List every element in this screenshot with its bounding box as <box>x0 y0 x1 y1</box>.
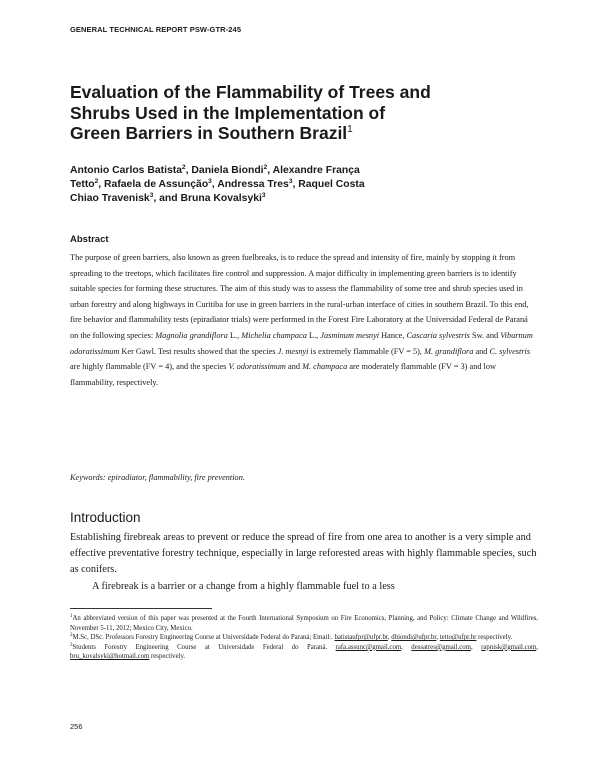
abstract-text: The purpose of green barriers, also known as green fuelbreaks, is to reduce the spread and intensity of fire, mainly by stopping it from spreading to the treetops, which facilitates fire control and suppression. A major difficulty in implementing green barriers is to identify suitable species for forming these structures. The aim of this study was to assess the flammability of some tree and shrub species used in urban forestry and along highways in Curitiba for use in green barriers in the rural-urban interface of cities in southern Brazil. To this end, fire behavior and flammability tests (epiradiator trials) were performed in the Forest Fire Laboratory at the Universidad Federal de Paraná on the following species: <box>70 253 529 340</box>
footnote-text: respectively. <box>151 653 186 661</box>
email-link[interactable]: rapnisk@gmail.com <box>481 643 537 651</box>
abstract-text: is extremely flammable (FV = 5), <box>310 346 422 356</box>
species-name: Magnolia grandiflora <box>155 330 228 340</box>
abstract-text: are highly flammable (FV = 4), and the species <box>70 362 227 372</box>
species-name: J. mesnyi <box>277 346 309 356</box>
keywords: Keywords: epiradiator, flammability, fire prevention. <box>70 473 245 482</box>
author-name: Raquel Costa <box>298 178 365 190</box>
introduction-body <box>70 530 540 595</box>
author-name: Daniela Biondi <box>191 165 264 176</box>
species-name: Viburnum odoratissimum <box>70 330 533 356</box>
title-line-1: Evaluation of the Flammability of Trees and <box>70 82 431 102</box>
footnote-mark: 1 <box>70 614 73 619</box>
author-list <box>70 164 540 205</box>
abstract-text: Sw. and <box>471 330 499 340</box>
email-link[interactable]: rafa.assunc@gmail.com <box>335 643 402 651</box>
footnotes <box>70 614 538 662</box>
author-affiliation: 2 <box>94 177 99 185</box>
footnote-text: M.Sc, DSc. Professors Forestry Engineering Course at Universidade Federal do Paraná; Email:. <box>72 634 333 642</box>
introduction-paragraph-2: A firebreak is a barrier or a change from a highly flammable fuel to a less <box>92 580 395 592</box>
author-name: Chiao Travenisk <box>70 192 150 204</box>
author-line-2: Tetto$^2$, Rafaela de Assunção$^3$, Andressa Tres$^3$, Raquel Costa <box>70 177 365 190</box>
footnote-mark: 2 <box>70 633 73 639</box>
report-header: GENERAL TECHNICAL REPORT PSW-GTR-245 <box>70 25 242 34</box>
introduction-heading: Introduction <box>70 510 141 525</box>
species-name: C. sylvestris <box>489 346 531 356</box>
abstract-text: and <box>288 362 300 372</box>
email-link[interactable]: bru_kovalsyki@hotmail.com <box>70 653 150 661</box>
author-name: Andressa Tres <box>217 178 289 190</box>
author-affiliation: 2 <box>263 164 268 171</box>
title-line-2: Shrubs Used in the Implementation of <box>70 102 386 123</box>
species-name: Cascaria sylvestris <box>406 330 470 340</box>
email-link[interactable]: batistaufpr@ufpr.br <box>334 634 388 642</box>
title-line-3-text: Green Barriers in Southern Brazil <box>70 123 348 143</box>
abstract-text: Hance, <box>381 330 405 340</box>
species-name: V. odoratissimum <box>228 362 286 372</box>
species-name: Michelia champaca <box>241 330 307 340</box>
author-conjunction: and <box>159 192 178 204</box>
page-number: 256 <box>70 722 83 731</box>
author-affiliation: 3 <box>288 177 293 185</box>
abstract-text: L., <box>229 330 240 340</box>
abstract-text: Ker Gawl. Test results showed that the species <box>121 346 276 356</box>
author-name: Tetto <box>70 178 95 190</box>
email-link[interactable]: dbiondi@ufpr.br <box>391 634 437 642</box>
footnote-2: $^2$M.Sc, DSc. Professors Forestry Engineering Course at Universidade Federal do Paraná; Email:. batistaufpr@ufpr.br, dbiondi@ufpr.br, tetto@ufpr.br respectively. <box>70 633 513 642</box>
author-affiliation: 2 <box>182 164 186 171</box>
footnote-divider <box>70 608 212 609</box>
title-line-3 <box>70 123 540 144</box>
author-affiliation: 3 <box>149 191 154 199</box>
email-link[interactable]: dessatres@gmail.com <box>411 643 471 651</box>
abstract-text: are moderately flammable (FV = 3) and low flammability, respectively. <box>70 362 497 387</box>
footnote-3: $^3$Students Forestry Engineering Course at Universidade Federal do Paraná. rafa.assunc@gmail.com, dessatres@gmail.com, rapnisk@gmail.com, bru_kovalsyki@hotmail.com respectively. <box>70 642 538 661</box>
author-line-3: Chiao Travenisk$^3$, and Bruna Kovalsyki$^3$ <box>70 191 266 204</box>
footnote-1 <box>70 614 538 633</box>
email-link[interactable]: tetto@ufpr.br <box>439 634 477 642</box>
footnote-mark: 3 <box>70 642 73 648</box>
species-name: M. champaca <box>302 362 348 372</box>
species-name: Jasminum mesnyi <box>320 330 380 340</box>
abstract-body <box>70 250 538 390</box>
author-affiliation: 3 <box>261 191 266 199</box>
footnote-text: Students Forestry Engineering Course at Universidade Federal do Paraná. <box>72 643 328 651</box>
author-name: Rafaela de Assunção <box>104 178 209 190</box>
author-affiliation: 3 <box>208 177 212 185</box>
species-name: M. grandiflora <box>424 346 474 356</box>
abstract-text: and <box>475 346 488 356</box>
author-line-1: Antonio Carlos Batista$^2$, Daniela Biondi$^2$, Alexandre França <box>70 164 360 176</box>
author-name: Bruna Kovalsyki <box>180 192 262 204</box>
author-name: Alexandre França <box>272 165 360 176</box>
introduction-paragraph-1: Establishing firebreak areas to prevent or reduce the spread of fire from one area to another is a very simple and effective preventative forestry technique, especially in large reforested areas with highly flammable species, such as conifers. <box>70 532 537 576</box>
paper-title <box>70 82 540 144</box>
footnote-text: An abbreviated version of this paper was presented at the Fourth International Symposium on Fire Economics, Planning, and Policy: Climate Change and Wildfires, November 5-11, 2012; Mexico City, Mexico. <box>70 615 538 632</box>
abstract-heading: Abstract <box>70 234 109 245</box>
title-footnote-mark: 1 <box>347 124 353 135</box>
abstract-text: L., <box>309 330 319 340</box>
author-name: Antonio Carlos Batista <box>70 165 182 176</box>
footnote-text: respectively. <box>478 634 513 642</box>
